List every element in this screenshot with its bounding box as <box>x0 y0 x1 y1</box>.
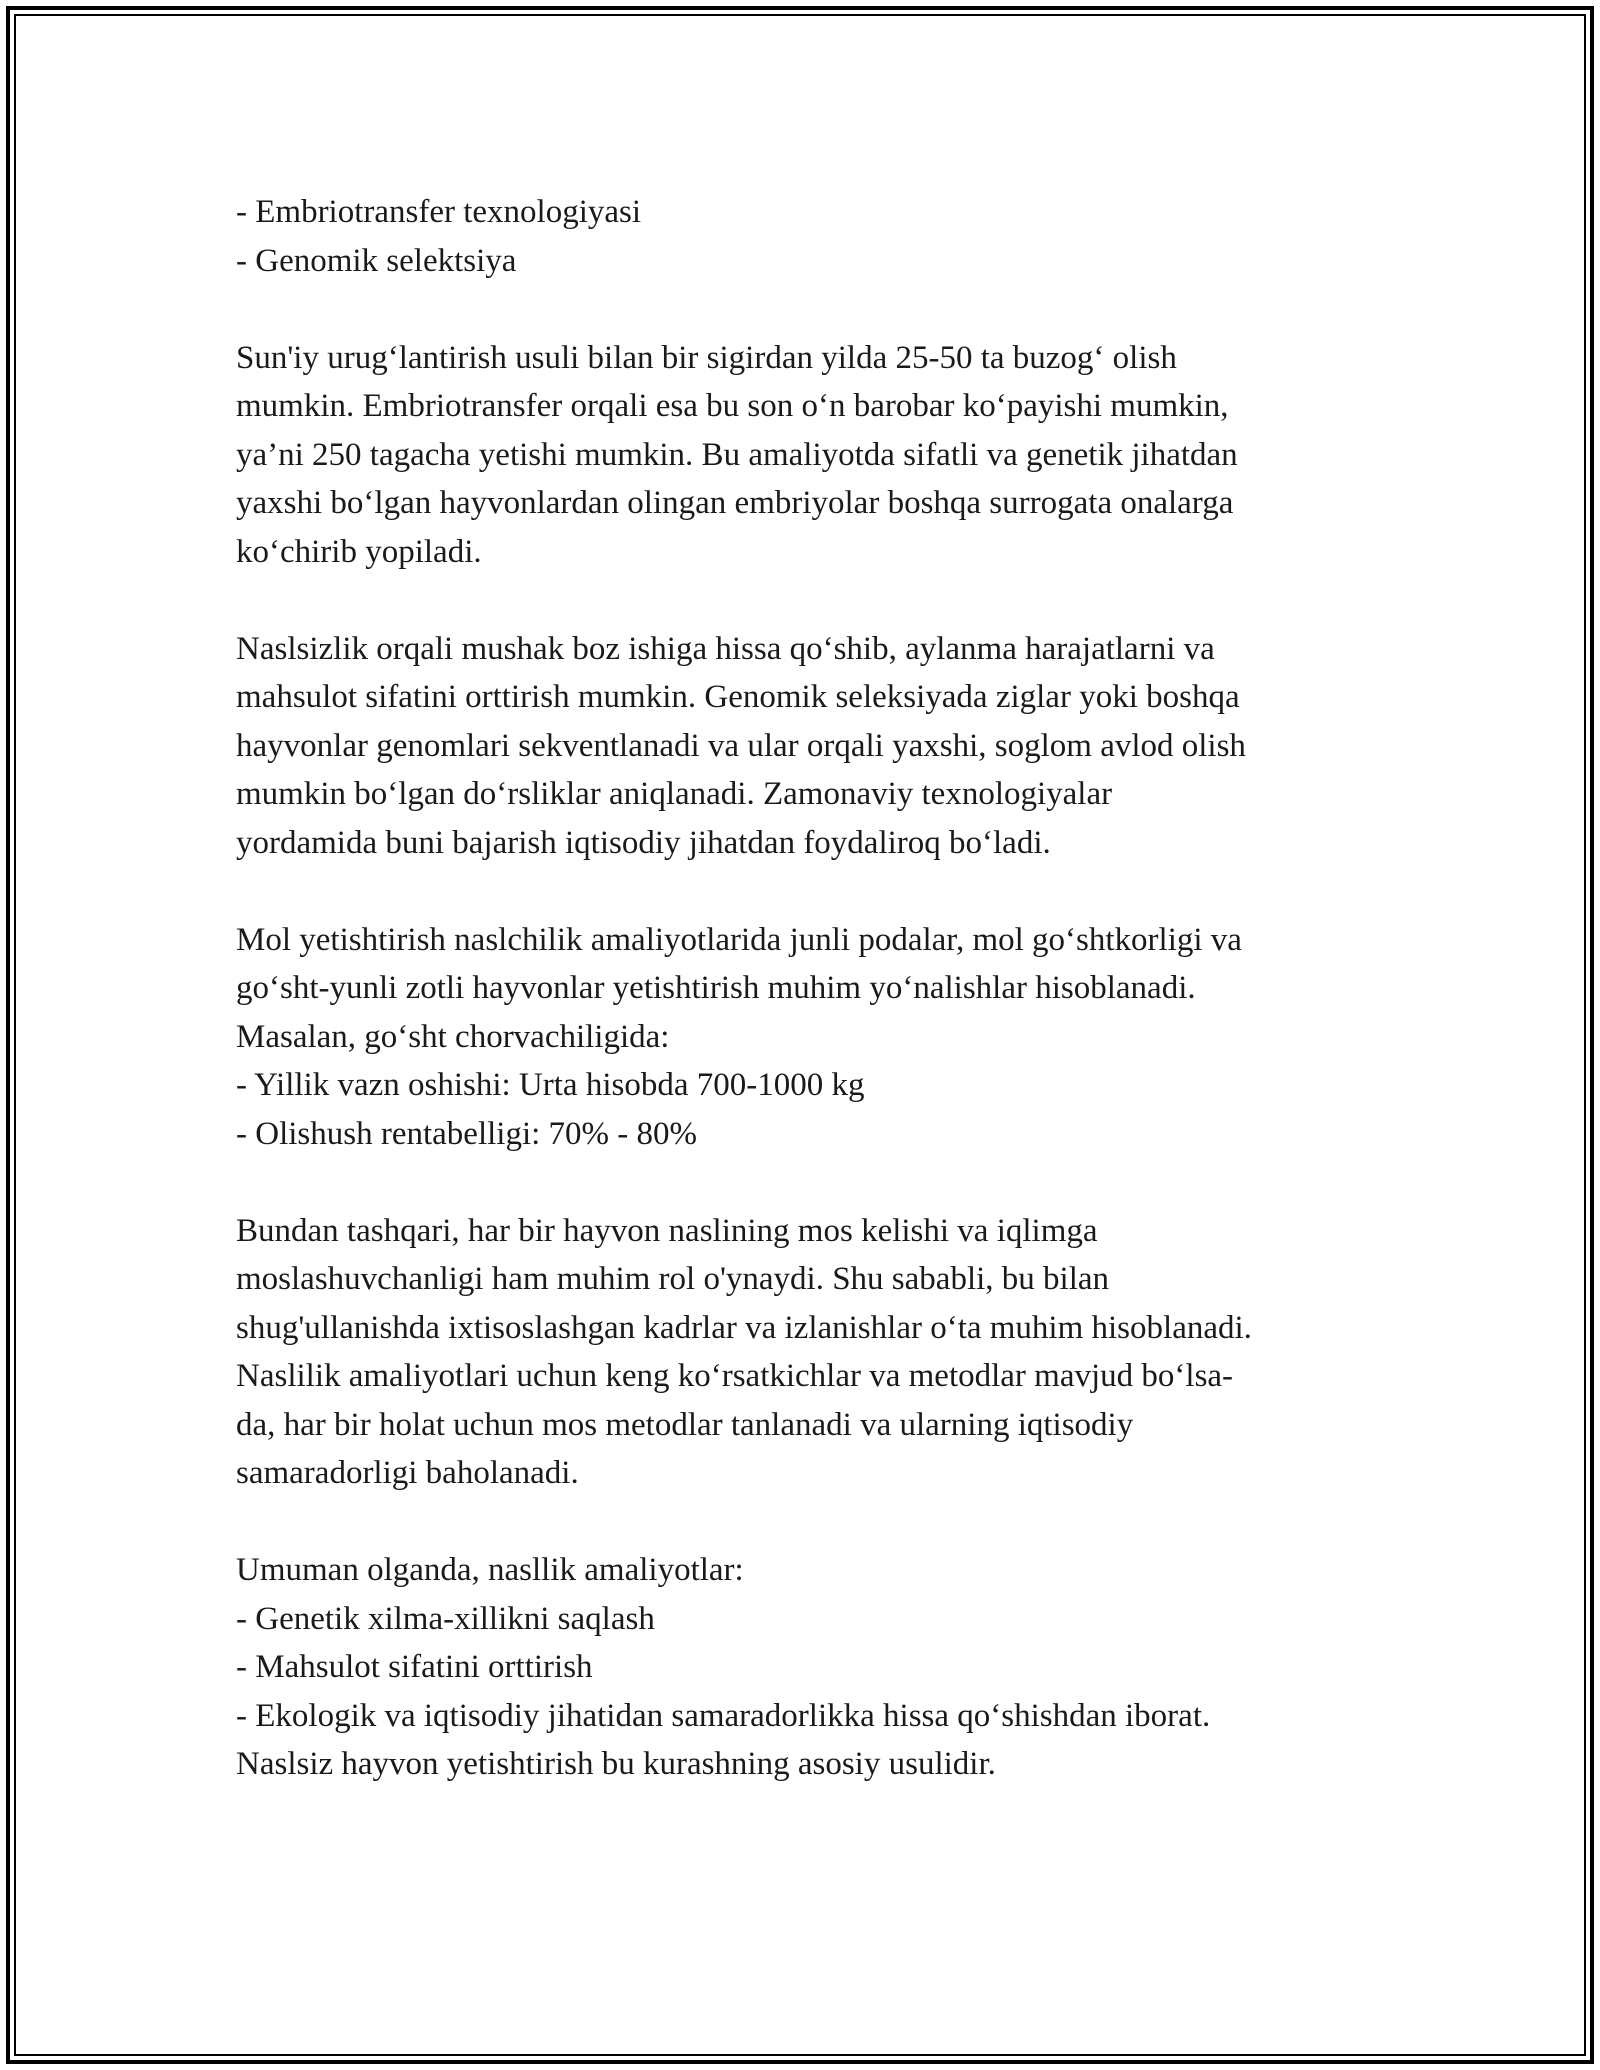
intro-list <box>236 188 1376 285</box>
text-line: ko‘chirib yopiladi. <box>236 533 482 570</box>
list-item: - Mahsulot sifatini orttirish <box>236 1649 593 1685</box>
text-line: hayvonlar genomlari sekventlanadi va ular orqali yaxshi, soglom avlod olish <box>236 727 1246 764</box>
text-line: Naslsiz hayvon yetishtirish bu kurashning asosiy usulidir. <box>236 1746 996 1782</box>
list-item: - Embriotransfer texnologiyasi <box>236 194 642 230</box>
text-line: da, har bir holat uchun mos metodlar tanlanadi va ularning iqtisodiy <box>236 1406 1134 1443</box>
text-line: Naslsizlik orqali mushak boz ishiga hissa qo‘shib, aylanma harajatlarni va <box>236 630 1215 667</box>
text-line: go‘sht-yunli zotli hayvonlar yetishtirish muhim yo‘nalishlar hisoblanadi. <box>236 970 1196 1006</box>
paragraph-adaptation <box>236 1207 1376 1498</box>
text-line: Naslilik amaliyotlari uchun keng ko‘rsatkichlar va metodlar mavjud bo‘lsa- <box>236 1358 1234 1394</box>
text-line: yordamida buni bajarish iqtisodiy jihatdan foydaliroq bo‘ladi. <box>236 824 1051 861</box>
text-line: Umuman olganda, nasllik amaliyotlar: <box>236 1552 744 1588</box>
text-line: Bundan tashqari, har bir hayvon naslining mos kelishi va iqlimga <box>236 1212 1098 1249</box>
paragraph-genomic-selection <box>236 625 1376 868</box>
text-line: mahsulot sifatini orttirish mumkin. Genomik seleksiyada ziglar yoki boshqa <box>236 679 1240 715</box>
text-line: ya’ni 250 tagacha yetishi mumkin. Bu amaliyotda sifatli va genetik jihatdan <box>236 436 1238 473</box>
list-item: - Genetik xilma-xillikni saqlash <box>236 1600 655 1637</box>
text-line: yaxshi bo‘lgan hayvonlardan olingan embriyolar boshqa surrogata onalarga <box>236 485 1234 521</box>
paragraph-summary <box>236 1546 1376 1789</box>
list-item: - Olishush rentabelligi: 70% - 80% <box>236 1115 698 1152</box>
document-body <box>236 188 1376 1837</box>
text-line: Sun'iy urug‘lantirish usuli bilan bir sigirdan yilda 25-50 ta buzog‘ olish <box>236 339 1177 376</box>
text-line: samaradorligi baholanadi. <box>236 1455 579 1491</box>
text-line: mumkin bo‘lgan do‘rsliklar aniqlanadi. Zamonaviy texnologiyalar <box>236 776 1113 812</box>
text-line: mumkin. Embriotransfer orqali esa bu son o‘n barobar ko‘payishi mumkin, <box>236 388 1229 424</box>
paragraph-artificial-insemination <box>236 334 1376 577</box>
list-item: - Yillik vazn oshishi: Urta hisobda 700-1000 kg <box>236 1067 865 1103</box>
paragraph-cattle-breeding <box>236 916 1376 1159</box>
list-item: - Genomik selektsiya <box>236 242 517 279</box>
text-line: Masalan, go‘sht chorvachiligida: <box>236 1018 670 1055</box>
text-line: moslashuvchanligi ham muhim rol o'ynaydi. Shu sababli, bu bilan <box>236 1261 1110 1297</box>
text-line: Mol yetishtirish naslchilik amaliyotlarida junli podalar, mol go‘shtkorligi va <box>236 921 1242 958</box>
text-line: shug'ullanishda ixtisoslashgan kadrlar va izlanishlar o‘ta muhim hisoblanadi. <box>236 1309 1252 1346</box>
list-item: - Ekologik va iqtisodiy jihatidan samaradorlikka hissa qo‘shishdan iborat. <box>236 1697 1211 1734</box>
